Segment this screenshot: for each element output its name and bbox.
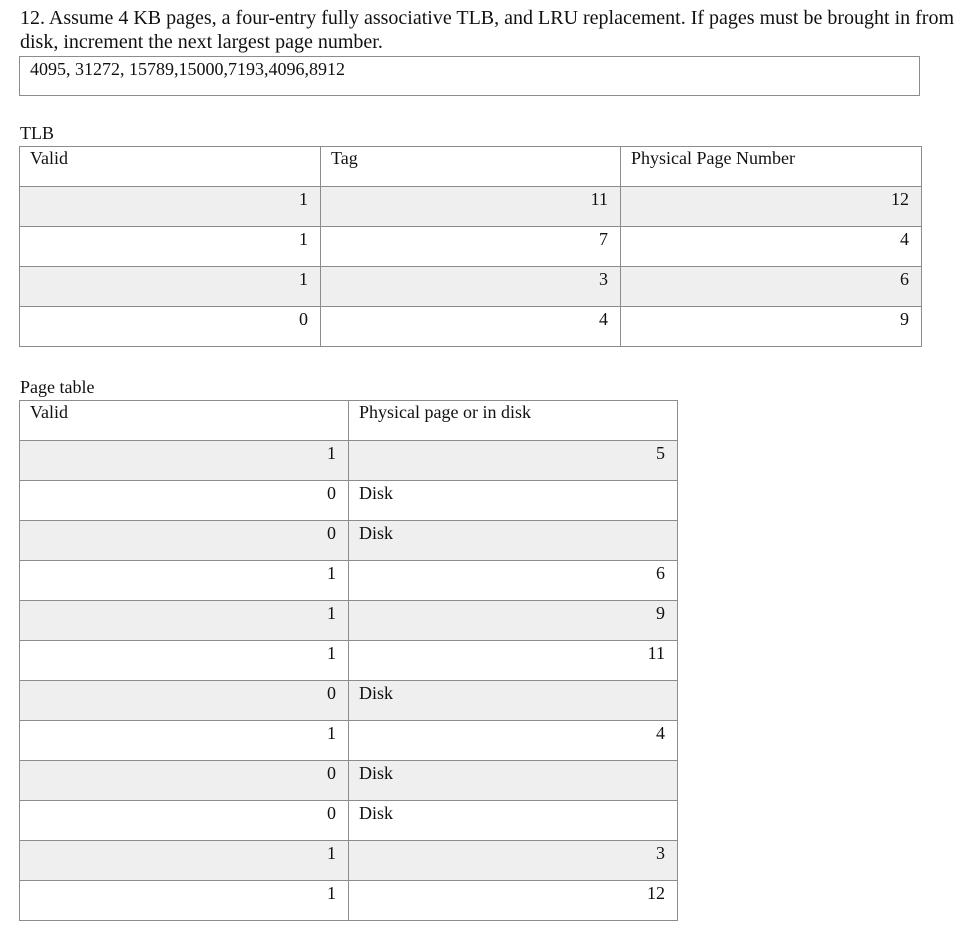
page-table-physical-cell: 4 <box>349 721 678 761</box>
tlb-row <box>20 267 922 307</box>
tlb-tag-cell: 11 <box>321 187 621 227</box>
tlb-caption: TLB <box>20 123 54 143</box>
page-table-row <box>20 761 678 801</box>
tlb-valid-cell: 1 <box>20 267 321 307</box>
page-table-row <box>20 801 678 841</box>
page-table-row <box>20 521 678 561</box>
page-table-physical-cell: 3 <box>349 841 678 881</box>
tlb-ppn-cell: 6 <box>621 267 922 307</box>
page-table-physical-cell: 6 <box>349 561 678 601</box>
page-table-physical-cell: Disk <box>349 521 678 561</box>
page-table-valid-cell: 0 <box>20 521 349 561</box>
page-table-row <box>20 641 678 681</box>
page-table-valid-cell: 1 <box>20 841 349 881</box>
tlb-tag-cell: 3 <box>321 267 621 307</box>
page-table-row <box>20 601 678 641</box>
question-text: 12. Assume 4 KB pages, a four-entry fully associative TLB, and LRU replacement. If pages must be brought in from disk, increment the next largest page number. <box>20 7 955 53</box>
page-table-valid-cell: 1 <box>20 601 349 641</box>
page-table-valid-cell: 1 <box>20 561 349 601</box>
page-table-row <box>20 681 678 721</box>
page-table-physical-cell: Disk <box>349 801 678 841</box>
page-table-valid-cell: 0 <box>20 761 349 801</box>
tlb-header-tag: Tag <box>321 147 621 187</box>
page-table-row <box>20 481 678 521</box>
page-table-physical-cell: 11 <box>349 641 678 681</box>
page-table-physical-cell: Disk <box>349 761 678 801</box>
page-table-physical-cell: 9 <box>349 601 678 641</box>
tlb-header-valid: Valid <box>20 147 321 187</box>
page-table-row <box>20 881 678 921</box>
tlb-table <box>19 146 922 347</box>
address-sequence: 4095, 31272, 15789,15000,7193,4096,8912 <box>30 59 345 79</box>
tlb-valid-cell: 1 <box>20 187 321 227</box>
page-table-physical-cell: 5 <box>349 441 678 481</box>
tlb-ppn-cell: 4 <box>621 227 922 267</box>
tlb-ppn-cell: 12 <box>621 187 922 227</box>
tlb-header-ppn: Physical Page Number <box>621 147 922 187</box>
page-table-caption: Page table <box>20 377 95 397</box>
page-table-row <box>20 441 678 481</box>
tlb-valid-cell: 1 <box>20 227 321 267</box>
page-table-valid-cell: 1 <box>20 641 349 681</box>
page-table-valid-cell: 1 <box>20 881 349 921</box>
tlb-tag-cell: 7 <box>321 227 621 267</box>
page-table-valid-cell: 0 <box>20 681 349 721</box>
page-table-valid-cell: 1 <box>20 441 349 481</box>
address-sequence-box <box>19 56 920 96</box>
tlb-tag-cell: 4 <box>321 307 621 347</box>
tlb-header-row <box>20 147 922 187</box>
tlb-row <box>20 307 922 347</box>
page-table-valid-cell: 1 <box>20 721 349 761</box>
tlb-valid-cell: 0 <box>20 307 321 347</box>
page-table-valid-cell: 0 <box>20 801 349 841</box>
page-table-header-physical: Physical page or in disk <box>349 401 678 441</box>
page-table-physical-cell: Disk <box>349 681 678 721</box>
tlb-ppn-cell: 9 <box>621 307 922 347</box>
page-table-header-row <box>20 401 678 441</box>
page-table-valid-cell: 0 <box>20 481 349 521</box>
page-table-row <box>20 721 678 761</box>
page-table-physical-cell: 12 <box>349 881 678 921</box>
page-table-header-valid: Valid <box>20 401 349 441</box>
page-table-physical-cell: Disk <box>349 481 678 521</box>
page-table <box>19 400 678 921</box>
tlb-row <box>20 227 922 267</box>
tlb-row <box>20 187 922 227</box>
page-table-row <box>20 561 678 601</box>
page-table-row <box>20 841 678 881</box>
